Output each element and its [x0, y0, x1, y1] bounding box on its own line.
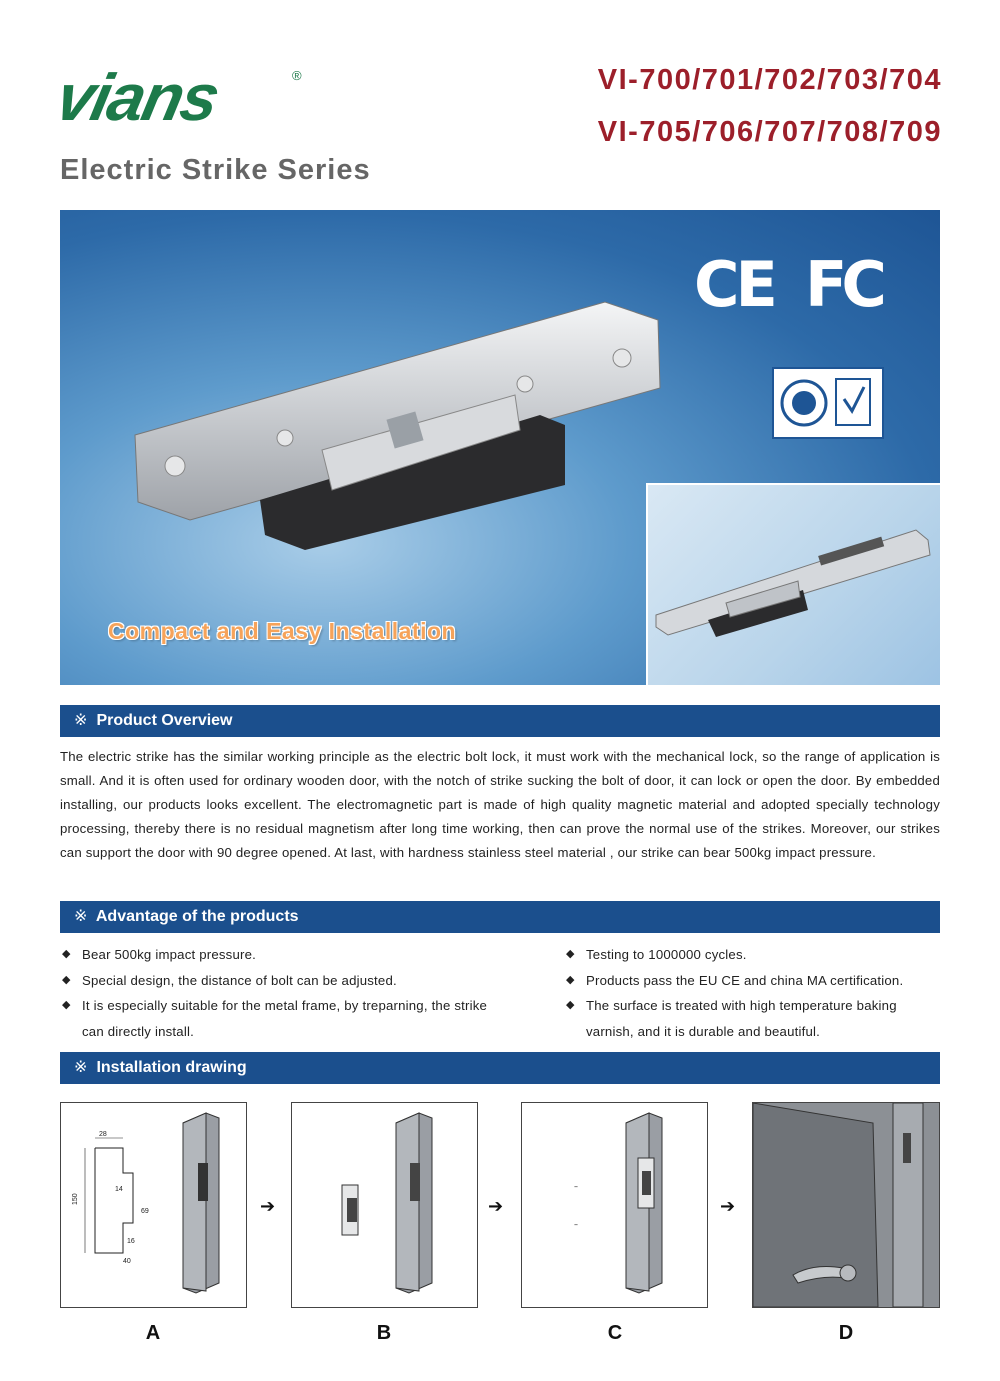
dimension-label: 16	[127, 1238, 135, 1245]
dimension-label: 28	[99, 1131, 107, 1138]
registered-mark: ®	[292, 68, 302, 83]
cutout-template-illustration	[61, 1103, 246, 1307]
long-strike-illustration	[648, 485, 940, 685]
section-bar-overview	[60, 705, 940, 737]
arrow-icon: ➔	[488, 1196, 504, 1216]
step-label-b: B	[376, 1322, 392, 1344]
product-inset-photo	[646, 483, 940, 685]
installation-step-a-drawing	[60, 1102, 247, 1308]
section-bar-advantages	[60, 901, 940, 933]
step-label-d: D	[838, 1322, 854, 1344]
series-title: Electric Strike Series	[60, 154, 371, 186]
model-line-1: VI-700/701/702/703/704	[597, 64, 942, 96]
fix-screws-illustration	[522, 1103, 707, 1307]
screw-icon	[517, 376, 533, 392]
installation-step-c-drawing	[521, 1102, 708, 1308]
diamond-bullet-icon: ◆	[62, 948, 71, 960]
installed-door-illustration	[753, 1103, 939, 1307]
step-label-a: A	[145, 1322, 161, 1344]
hero-banner	[60, 210, 940, 685]
diamond-bullet-icon: ◆	[566, 999, 575, 1011]
advantage-item: ◆ Bear 500kg impact pressure.	[62, 942, 502, 968]
dimension-label: 150	[72, 1193, 79, 1205]
reference-mark-icon: ※	[74, 712, 88, 729]
diamond-bullet-icon: ◆	[62, 973, 71, 986]
overview-text: The electric strike has the similar working principle as the electric bolt lock, it must work with the mechanical lock, so the range of application is small. And it is often used for ordinary wooden door, with the notch of strike sucking the bolt of door, it can lock or open the door. By embedded installing, our products looks excellent. The electromagnetic part is made of high quality magnetic material and adopted specially technology processing, thereby there is no residual magnetism after long time working, then can prove the normal use of the strikes. Moreover, our strikes can support the door with 90 degree opened. At last, with hardness stainless steel material , our strike can bear 500kg impact pressure.	[60, 749, 940, 860]
iso-certification-badge	[772, 367, 884, 439]
diamond-bullet-icon: ◆	[566, 948, 575, 960]
advantage-item: ◆ It is especially suitable for the metal frame, by treparning, the strike can directly install.	[62, 993, 492, 1044]
section-heading: Installation drawing	[96, 1059, 247, 1076]
installation-step-d-drawing	[752, 1102, 940, 1308]
hero-tagline: Compact and Easy Installation	[108, 618, 457, 644]
logo-wordmark: vians	[50, 60, 225, 134]
model-line-2: VI-705/706/707/708/709	[597, 116, 942, 148]
advantage-item: ◆ Special design, the distance of bolt can be adjusted.	[62, 968, 502, 994]
screw-icon	[277, 430, 293, 446]
step-label-c: C	[607, 1322, 623, 1344]
fcc-mark-icon: FC	[805, 248, 881, 321]
advantages-left-column	[62, 942, 502, 1044]
diamond-bullet-icon: ◆	[62, 999, 71, 1011]
advantage-item: ◆ Products pass the EU CE and china MA certification.	[566, 968, 946, 994]
advantages-right-column	[566, 942, 946, 1044]
sgs-ukas-logo-icon	[774, 369, 882, 437]
arrow-icon: ➔	[260, 1196, 276, 1216]
advantage-item: ◆ Testing to 1000000 cycles.	[566, 942, 946, 968]
screw-hole-icon	[165, 456, 185, 476]
section-heading: Product Overview	[96, 712, 233, 729]
installation-step-b-drawing	[291, 1102, 478, 1308]
ce-mark-icon: CE	[694, 248, 774, 321]
dimension-label: 40	[123, 1258, 131, 1265]
dimension-label: 69	[141, 1208, 149, 1215]
reference-mark-icon: ※	[74, 1059, 88, 1076]
section-bar-installation	[60, 1052, 940, 1084]
reference-mark-icon: ※	[74, 908, 88, 925]
arrow-icon: ➔	[720, 1196, 736, 1216]
diamond-bullet-icon: ◆	[566, 973, 575, 986]
svg-text:–: –	[574, 1182, 578, 1191]
advantage-item: ◆ The surface is treated with high temperature baking varnish, and it is durable and beautiful.	[566, 993, 911, 1044]
insert-strike-illustration	[292, 1103, 477, 1307]
dimension-label: 14	[115, 1186, 123, 1193]
svg-text:–: –	[574, 1220, 578, 1229]
brand-logo	[50, 60, 318, 134]
screw-hole-icon	[613, 349, 631, 367]
section-heading: Advantage of the products	[95, 908, 299, 925]
